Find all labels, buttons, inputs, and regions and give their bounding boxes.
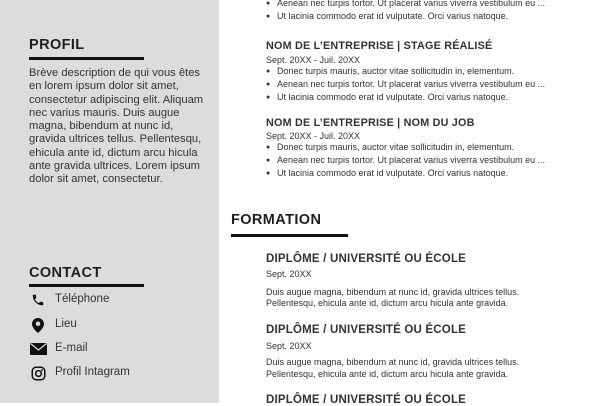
formation-0-date: Sept. 20XX [266, 269, 312, 279]
job-1-dates: Sept. 20XX - Juil. 20XX [266, 55, 361, 65]
job-2-title: NOM DE L’ENTREPRISE | NOM DU JOB [266, 117, 475, 129]
list-item: ● Aenean nec turpis tortor. Ut placerat varius viverra vestibulum eu ... [266, 78, 545, 91]
job-0-bullets [266, 0, 545, 23]
formation-1-date: Sept. 20XX [266, 341, 312, 351]
list-item: ● Donec turpis mauris, auctor vitae sollicitudin in, elementum. [266, 65, 545, 78]
location-pin-icon [29, 317, 47, 333]
formation-1-desc-line2: Pellentesqu, ehicula ante id, dictum arcu hicula ante gravida. [266, 369, 509, 379]
contact-item-phone[interactable] [29, 292, 199, 308]
contact-item-instagram[interactable] [29, 365, 199, 381]
list-item: ● Ut lacinia commodo erat id vulputate. Orci varius natoque. [266, 167, 545, 180]
list-item: ● Donec turpis mauris, auctor vitae sollicitudin in, elementum. [266, 141, 545, 154]
list-item: ● Aenean nec turpis tortor. Ut placerat varius viverra vestibulum eu ... [266, 0, 545, 10]
contact-heading: CONTACT [29, 265, 102, 281]
contact-item-email[interactable] [29, 341, 199, 357]
envelope-icon [29, 341, 47, 357]
contact-label-email: E-mail [55, 342, 88, 354]
instagram-icon [29, 365, 47, 381]
sidebar [0, 0, 219, 403]
formation-0-title: DIPLÔME / UNIVERSITÉ OU ÉCOLE [266, 253, 467, 265]
job-2-dates: Sept. 20XX - Juil. 20XX [266, 131, 361, 141]
contact-heading-underline [29, 284, 144, 287]
contact-label-location: Lieu [55, 318, 77, 330]
formation-heading: FORMATION [231, 212, 322, 228]
formation-heading-underline [231, 234, 348, 237]
list-item: ● Ut lacinia commodo erat id vulputate. Orci varius natoque. [266, 10, 545, 23]
contact-label-phone: Téléphone [55, 293, 110, 305]
job-2-bullets [266, 141, 545, 180]
formation-1-title: DIPLÔME / UNIVERSITÉ OU ÉCOLE [266, 324, 467, 336]
formation-0-desc-line2: Pellentesqu, ehicula ante id, dictum arcu hicula ante gravida. [266, 298, 509, 308]
contact-label-instagram: Profil Intagram [55, 366, 130, 378]
job-1-title: NOM DE L’ENTREPRISE | STAGE RÉALISÉ [266, 40, 493, 52]
profil-heading: PROFIL [29, 37, 85, 53]
list-item: ● Ut lacinia commodo erat id vulputate. Orci varius natoque. [266, 91, 545, 104]
job-1-bullets [266, 65, 545, 104]
formation-1-desc-line1: Duis augue magna, bibendum at nunc id, gravida ultrices tellus. [266, 357, 520, 367]
formation-0-desc-line1: Duis augue magna, bibendum at nunc id, gravida ultrices tellus. [266, 287, 520, 297]
formation-2-title: DIPLÔME / UNIVERSITÉ OU ÉCOLE [266, 394, 467, 406]
profil-heading-underline [29, 57, 144, 60]
profil-description: Brève description de qui vous êtes en lorem ipsum dolor sit amet, consectetur adipiscing elit. Aliquam nec varius mauris. Duis augue magna, bibendum at nunc id, gravida ultrices tellus. Pellentesqu, ehicula ante id, dictum arcu hicula ante gravida ultrices. Lorem ipsum dolor sit amet, consectetur. [29, 67, 204, 186]
contact-item-location[interactable] [29, 317, 199, 333]
phone-icon [29, 292, 47, 308]
list-item: ● Aenean nec turpis tortor. Ut placerat varius viverra vestibulum eu ... [266, 154, 545, 167]
